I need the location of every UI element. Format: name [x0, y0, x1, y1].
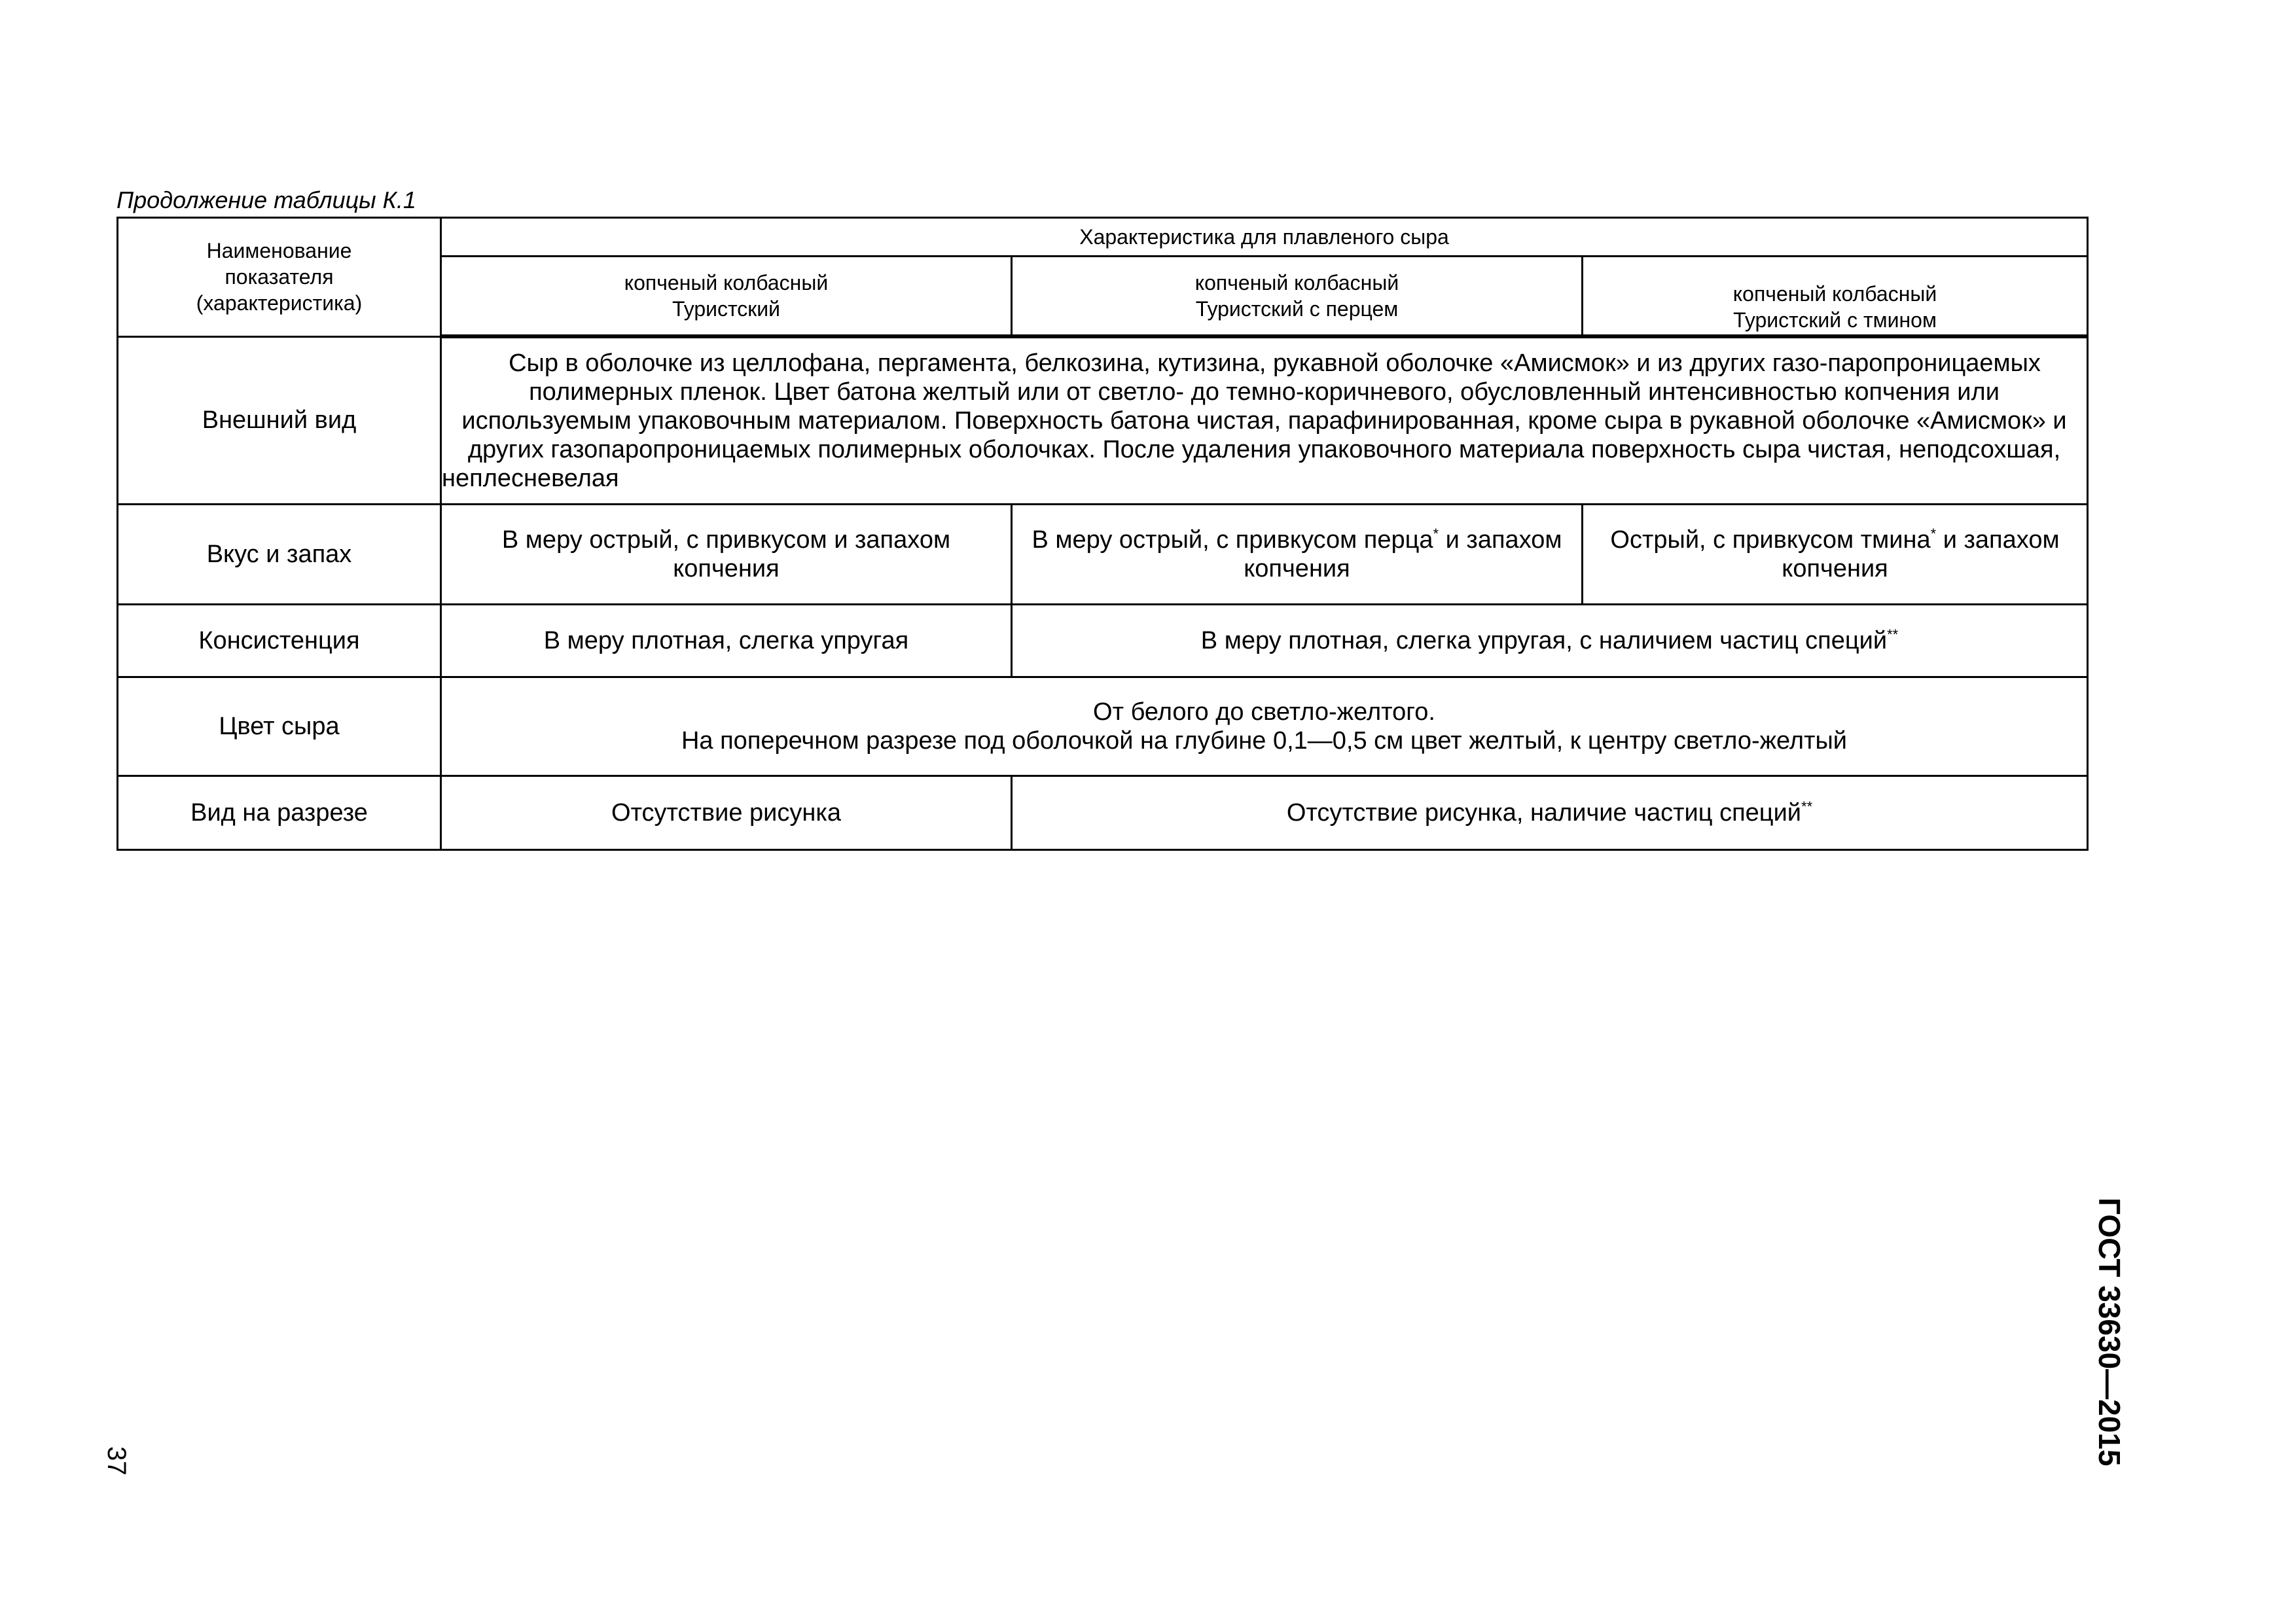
consistency-turistsky: В меру плотная, слегка упругая: [441, 605, 1012, 677]
group-header: Характеристика для плавленого сыра: [441, 218, 2088, 257]
row-label-color: Цвет сыра: [118, 677, 441, 776]
indicator-header-line-3: (характеристика): [196, 291, 363, 315]
table-row-cut: [118, 776, 2088, 850]
footnote-mark: **: [1801, 798, 1813, 815]
taste-text: и запахом: [1936, 526, 2060, 554]
table-caption: Продолжение таблицы К.1: [117, 187, 416, 213]
color-line-1: От белого до светло-желтого.: [1093, 698, 1435, 726]
taste-line: копчения: [673, 555, 780, 582]
taste-text: и запахом: [1439, 526, 1562, 554]
taste-line: копчения: [1782, 555, 1888, 582]
color-line-2: На поперечном разрезе под оболочкой на глубине 0,1—0,5 см цвет желтый, к центру светло-желтый: [681, 727, 1848, 755]
cut-text: Отсутствие рисунка, наличие частиц специй: [1286, 799, 1802, 827]
row-label-appearance: Внешний вид: [118, 336, 441, 505]
indicator-header-line-1: Наименование: [206, 239, 352, 263]
footnote-mark: *: [1930, 526, 1937, 542]
column-header-turistsky-caraway: [1583, 257, 2088, 337]
indicator-header-line-2: показателя: [224, 265, 334, 289]
specification-table: [117, 217, 2089, 851]
table-row-color: [118, 677, 2088, 776]
row-label-cut: Вид на разрезе: [118, 776, 441, 850]
column-header-line: копченый колбасный: [624, 271, 829, 294]
column-header-turistsky-pepper: [1012, 257, 1583, 337]
column-header-line: копченый колбасный: [1732, 282, 1937, 306]
taste-line: В меру острый, с привкусом и запахом: [501, 526, 951, 554]
taste-line: копчения: [1244, 555, 1350, 582]
column-header-line: Туристский: [672, 297, 781, 321]
table-row-appearance: [118, 336, 2088, 505]
cut-spiced: [1012, 776, 2088, 850]
column-header-line: копченый колбасный: [1194, 271, 1399, 294]
consistency-spiced: [1012, 605, 2088, 677]
appearance-description: [441, 336, 2088, 505]
page-number: 37: [102, 1446, 131, 1476]
row-label-taste: Вкус и запах: [118, 505, 441, 605]
standard-code: ГОСТ 33630—2015: [2092, 1198, 2126, 1467]
column-header-turistsky: [441, 257, 1012, 337]
taste-text: В меру острый, с привкусом перца: [1031, 526, 1433, 554]
taste-turistsky-caraway: [1583, 505, 2088, 605]
consistency-text: В меру плотная, слегка упругая, с наличием частиц специй: [1200, 627, 1888, 654]
row-label-consistency: Консистенция: [118, 605, 441, 677]
cut-turistsky: Отсутствие рисунка: [441, 776, 1012, 850]
table-row-taste: [118, 505, 2088, 605]
column-header-line: Туристский с тмином: [1733, 308, 1937, 332]
taste-turistsky: [441, 505, 1012, 605]
table-row-consistency: [118, 605, 2088, 677]
indicator-header-cell: [118, 218, 441, 337]
footnote-mark: **: [1887, 626, 1899, 643]
taste-text: Острый, с привкусом тмина: [1610, 526, 1931, 554]
appearance-text: Сыр в оболочке из целлофана, пергамента, белкозина, кутизина, рукавной оболочке «Амисмок» и из других газо-паропроницаемых полимерных пленок. Цвет батона желтый или от светло- до темно-коричневого, обусловленный интенсивностью копчения или используемым упаковочным материалом. Поверхность батона чистая, парафинированная, кроме сыра в рукавной оболочке «Амисмок» и других газопаропроницаемых полимерных оболочках. После удаления упаковочного материала поверхность сыра чистая, неподсохшая, неплесневелая: [442, 349, 2067, 492]
footnote-mark: *: [1433, 526, 1439, 542]
color-description: [441, 677, 2088, 776]
taste-turistsky-pepper: [1012, 505, 1583, 605]
column-header-line: Туристский с перцем: [1195, 297, 1399, 321]
